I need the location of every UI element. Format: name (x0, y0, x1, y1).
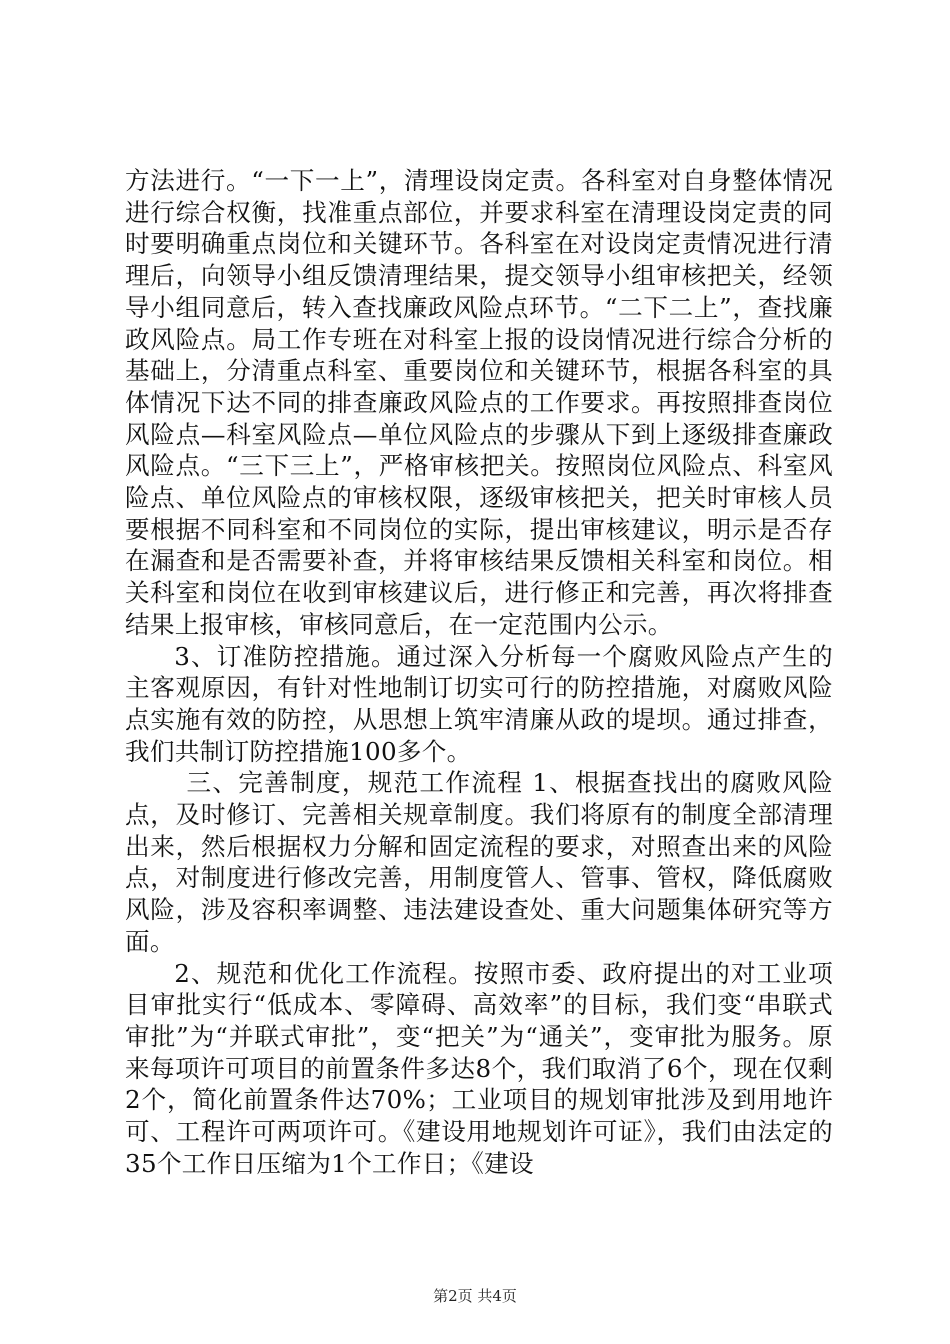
paragraph-risk-review: 方法进行。“一下一上”，清理设岗定责。各科室对自身整体情况进行综合权衡，找准重点部位，并要求科室在清理设岗定责的同时要明确重点岗位和关键环节。各科室在对设岗定责情况进行清理后，向领导小组反馈清理结果，提交领导小组审核把关，经领导小组同意后，转入查找廉政风险点环节。“二下二上”，查找廉政风险点。局工作专班在对科室上报的设岗情况进行综合分析的基础上，分清重点科室、重要岗位和关键环节，根据各科室的具体情况下达不同的排查廉政风险点的工作要求。再按照排查岗位风险点—科室风险点—单位风险点的步骤从下到上逐级排查廉政风险点。“三下三上”，严格审核把关。按照岗位风险点、科室风险点、单位风险点的审核权限，逐级审核把关，把关时审核人员要根据不同科室和不同岗位的实际，提出审核建议，明示是否存在漏查和是否需要补查，并将审核结果反馈相关科室和岗位。相关科室和岗位在收到审核建议后，进行修正和完善，再次将排查结果上报审核，审核同意后，在一定范围内公示。 (125, 166, 833, 639)
document-body (125, 165, 833, 1180)
paragraph-workflow: 2、规范和优化工作流程。按照市委、政府提出的对工业项目审批实行“低成本、零障碍、高效率”的目标，我们变“串联式审批”为“并联式审批”，变“把关”为“通关”，变审批为服务。原来每项许可项目的前置条件多达8个，我们取消了6个，现在仅剩2个，简化前置条件达70%；工业项目的规划审批涉及到用地许可、工程许可两项许可。《建设用地规划许可证》，我们由法定的35个工作日压缩为1个工作日；《建设 (125, 958, 833, 1178)
paragraph-control-measures: 3、订准防控措施。通过深入分析每一个腐败风险点产生的主客观原因，有针对性地制订切实可行的防控措施，对腐败风险点实施有效的防控，从思想上筑牢清廉从政的堤坝。通过排查，我们共制订防控措施100多个。 (125, 641, 833, 766)
page-footer: 第2页 共4页 (433, 1287, 517, 1305)
paragraph-improve-system: 三、完善制度，规范工作流程 1、根据查找出的腐败风险点，及时修订、完善相关规章制度。我们将原有的制度全部清理出来，然后根据权力分解和固定流程的要求，对照查出来的风险点，对制度进行修改完善，用制度管人、管事、管权，降低腐败风险，涉及容积率调整、违法建设查处、重大问题集体研究等方面。 (125, 768, 833, 956)
